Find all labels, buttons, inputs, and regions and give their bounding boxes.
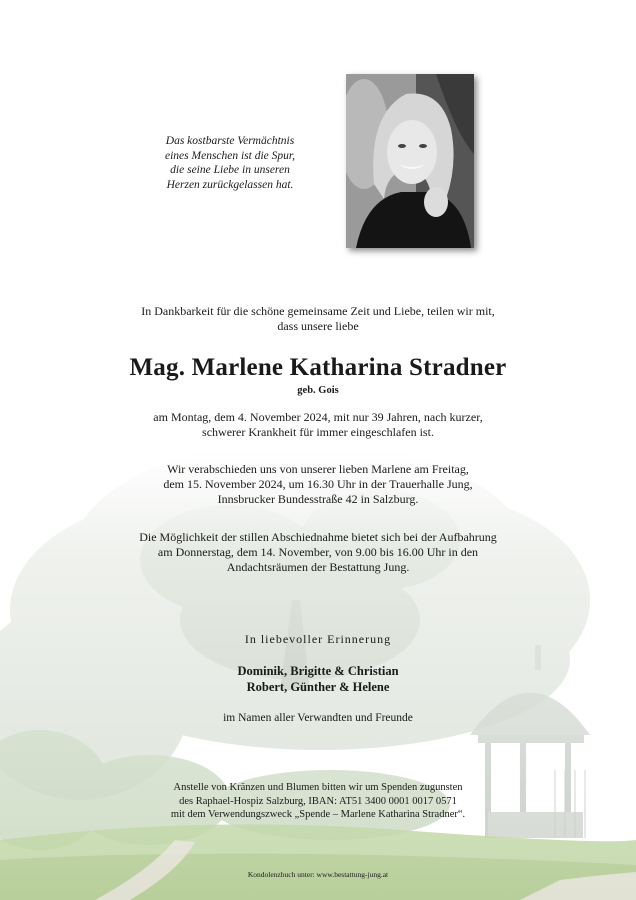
death-notice-line: schwerer Krankheit für immer eingeschlafen ist. xyxy=(202,425,434,439)
viewing-info-line: Andachtsräumen der Bestattung Jung. xyxy=(226,560,410,574)
intro-text xyxy=(0,304,636,334)
family-line: Dominik, Brigitte & Christian xyxy=(237,664,399,678)
death-notice-line: am Montag, dem 4. November 2024, mit nur 39 Jahren, nach kurzer, xyxy=(153,410,483,424)
quote-line: Das kostbarste Vermächtnis xyxy=(165,135,295,147)
quote-line: die seine Liebe in unseren xyxy=(170,164,290,176)
viewing-info-line: Die Möglichkeit der stillen Abschiednahme bietet sich bei der Aufbahrung xyxy=(139,530,497,544)
donation-line: mit dem Verwendungszweck „Spende – Marlene Katharina Stradner“. xyxy=(170,809,466,820)
death-notice xyxy=(0,410,636,440)
portrait-photo-icon xyxy=(346,74,474,248)
viewing-info xyxy=(0,530,636,575)
relatives-note: im Namen aller Verwandten und Freunde xyxy=(223,712,413,724)
quote-line: eines Menschen ist die Spur, xyxy=(165,149,295,162)
intro-line: dass unsere liebe xyxy=(277,319,359,333)
family-line: Robert, Günther & Helene xyxy=(246,680,390,694)
family-names xyxy=(0,663,636,695)
donation-request xyxy=(0,781,636,822)
birth-name: geb. Gois xyxy=(297,385,339,396)
deceased-name: Mag. Marlene Katharina Stradner xyxy=(129,354,507,381)
memory-label: In liebevoller Erinnerung xyxy=(244,632,392,646)
donation-line: des Raphael-Hospiz Salzburg, IBAN: AT51 3400 0001 0017 0571 xyxy=(179,795,457,807)
memorial-quote xyxy=(130,134,330,192)
funeral-info-line: dem 15. November 2024, um 16.30 Uhr in der Trauerhalle Jung, xyxy=(163,477,473,491)
funeral-info-line: Wir verabschieden uns von unserer lieben Marlene am Freitag, xyxy=(167,462,469,476)
funeral-info-line: Innsbrucker Bundesstraße 42 in Salzburg. xyxy=(217,492,419,506)
condolence-book-link[interactable]: Kondolenzbuch unter: www.bestattung-jung.at xyxy=(247,870,389,879)
portrait-photo xyxy=(346,74,474,248)
donation-line: Anstelle von Kränzen und Blumen bitten wir um Spenden zugunsten xyxy=(173,782,463,793)
viewing-info-line: am Donnerstag, dem 14. November, von 9.00 bis 16.00 Uhr in den xyxy=(157,545,479,559)
funeral-info xyxy=(0,462,636,507)
intro-line: In Dankbarkeit für die schöne gemeinsame Zeit und Liebe, teilen wir mit, xyxy=(141,304,495,318)
quote-line: Herzen zurückgelassen hat. xyxy=(166,178,294,191)
